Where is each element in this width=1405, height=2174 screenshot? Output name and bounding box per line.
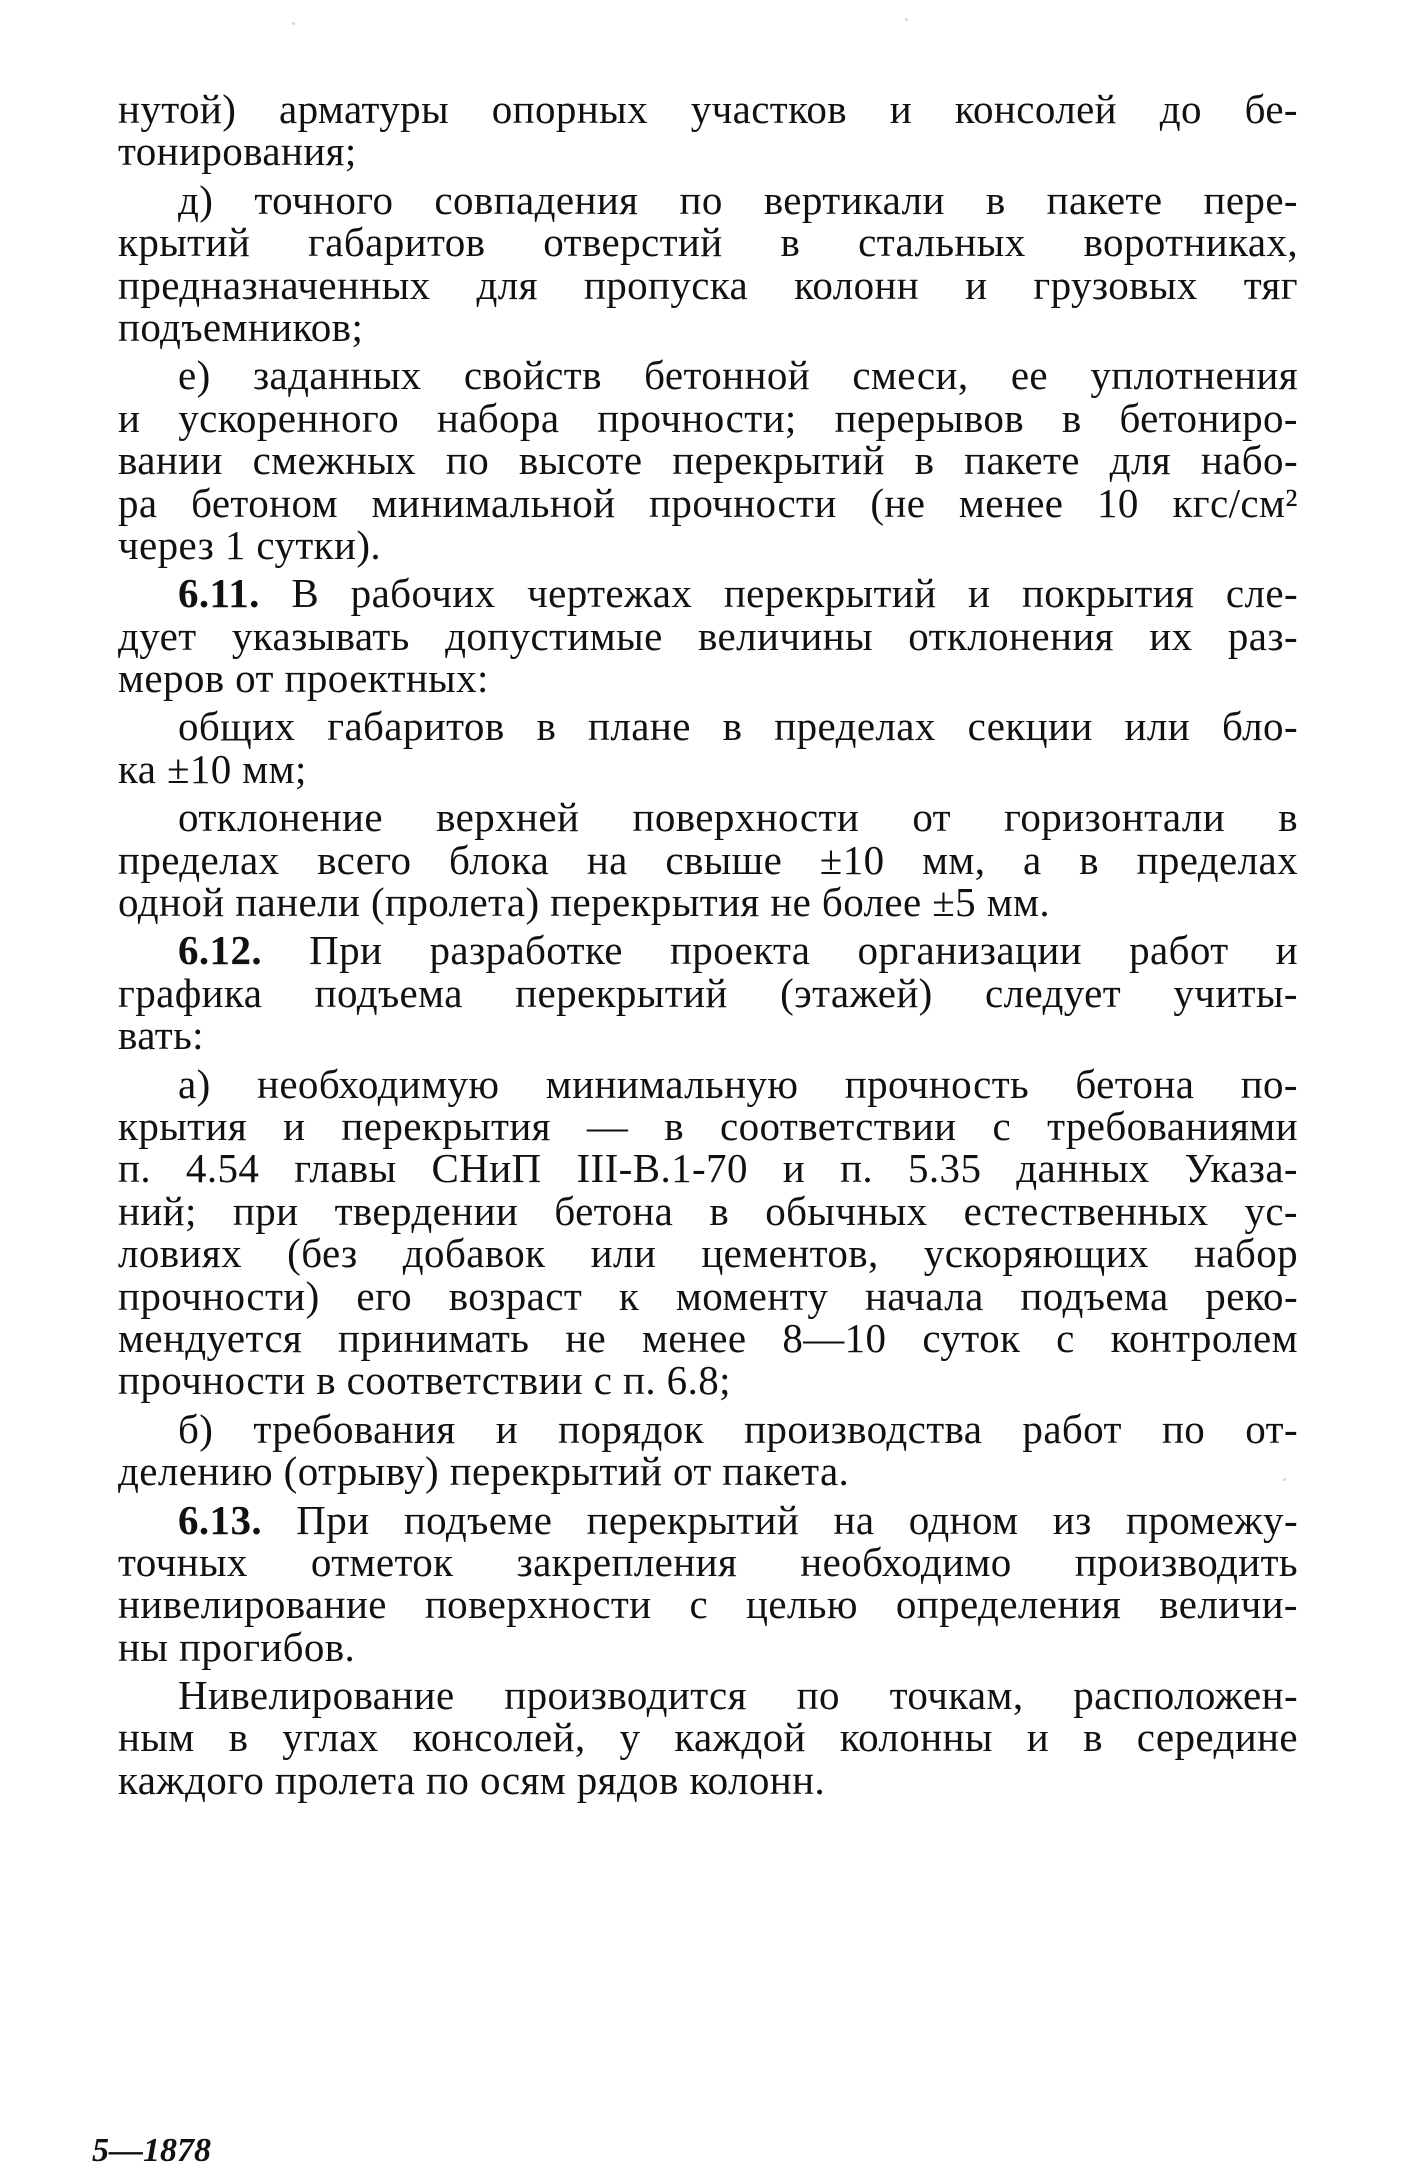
text-line: крытия и перекрытия — в соответствии с требованиями (118, 1102, 1298, 1149)
body-text (118, 88, 1298, 1807)
paragraph-item-e (118, 354, 1298, 566)
text-line: ра бетоном минимальной прочности (не менее 10 кгс/см² (118, 479, 1298, 526)
paragraph-tolerance-overall (118, 705, 1298, 790)
paragraph-section-6-13 (118, 1496, 1298, 1670)
text-line: одной панели (пролета) перекрытия не более ±5 мм. (118, 879, 1051, 926)
text-line: Нивелирование производится по точкам, расположен- (178, 1672, 1298, 1719)
text-line: нутой) арматуры опорных участков и консолей до бе- (118, 86, 1298, 132)
paragraph-item-d (118, 176, 1298, 350)
text-line-content: При разработке проекта организации работ и (262, 927, 1298, 974)
paragraph-section-6-12 (118, 927, 1298, 1059)
section-number: 6.13. (178, 1496, 262, 1543)
text-line: ловиях (без добавок или цементов, ускоряющих набор (118, 1230, 1298, 1277)
text-line: прочности в соответствии с п. 6.8; (118, 1357, 731, 1404)
text-line-content: В рабочих чертежах перекрытий и покрытия сле- (259, 570, 1298, 617)
text-line: подъемников; (118, 303, 364, 350)
text-line: через 1 сутки). (118, 521, 382, 568)
paragraph-section-6-11 (118, 570, 1298, 702)
text-line: п. 4.54 главы СНиП III-В.1-70 и п. 5.35 данных Указа- (118, 1145, 1298, 1192)
text-line: ний; при твердении бетона в обычных естественных ус- (118, 1187, 1298, 1234)
text-line: мендуется принимать не менее 8—10 суток с контролем (118, 1314, 1298, 1361)
text-line: каждого пролета по осям рядов колонн. (118, 1756, 826, 1803)
text-line: ка ±10 мм; (118, 745, 307, 792)
section-number: 6.12. (178, 927, 262, 974)
text-line: а) необходимую минимальную прочность бетона по- (178, 1060, 1298, 1107)
text-line: д) точного совпадения по вертикали в пакете пере- (178, 176, 1298, 223)
paragraph-item-a (118, 1060, 1298, 1404)
paragraph-leveling (118, 1674, 1298, 1801)
text-line: вании смежных по высоте перекрытий в пакете для набо- (118, 437, 1298, 484)
text-line: отклонение верхней поверхности от горизонтали в (178, 794, 1298, 841)
text-line: предназначенных для пропуска колонн и грузовых тяг (118, 261, 1298, 308)
paragraph-tolerance-surface (118, 794, 1298, 926)
signature-mark: 5—1878 (92, 2132, 211, 2169)
text-line (118, 570, 1298, 617)
text-line: б) требования и порядок производства работ по от- (178, 1405, 1298, 1452)
text-line-content: При подъеме перекрытий на одном из промежу- (262, 1496, 1298, 1543)
scan-speck (1283, 1478, 1286, 1481)
paragraph-continuation (118, 88, 1298, 173)
text-line: и ускоренного набора прочности; перерывов в бетониро- (118, 394, 1298, 441)
text-line: точных отметок закрепления необходимо производить (118, 1538, 1298, 1585)
text-line: тонирования; (118, 128, 357, 175)
text-line: делению (отрыву) перекрытий от пакета. (118, 1448, 850, 1495)
text-line: прочности) его возраст к моменту начала подъема реко- (118, 1272, 1298, 1319)
text-line: дует указывать допустимые величины отклонения их раз- (118, 612, 1298, 659)
section-number: 6.11. (178, 570, 260, 617)
text-line (118, 927, 1298, 974)
text-line: е) заданных свойств бетонной смеси, ее уплотнения (178, 352, 1298, 399)
text-line: ны прогибов. (118, 1623, 356, 1670)
text-line: нивелирование поверхности с целью определения величи- (118, 1581, 1298, 1628)
text-line: ным в углах консолей, у каждой колонны и в середине (118, 1714, 1298, 1761)
text-line: меров от проектных: (118, 655, 489, 702)
text-line: вать: (118, 1012, 204, 1059)
text-line (118, 1496, 1298, 1543)
text-line: пределах всего блока на свыше ±10 мм, а в пределах (118, 836, 1298, 883)
scan-speck (905, 18, 908, 21)
text-line: крытий габаритов отверстий в стальных воротниках, (118, 219, 1298, 266)
paragraph-item-b (118, 1405, 1298, 1495)
text-line: графика подъема перекрытий (этажей) следует учиты- (118, 969, 1298, 1016)
text-line: общих габаритов в плане в пределах секции или бло- (178, 703, 1298, 750)
scan-speck (292, 22, 295, 25)
